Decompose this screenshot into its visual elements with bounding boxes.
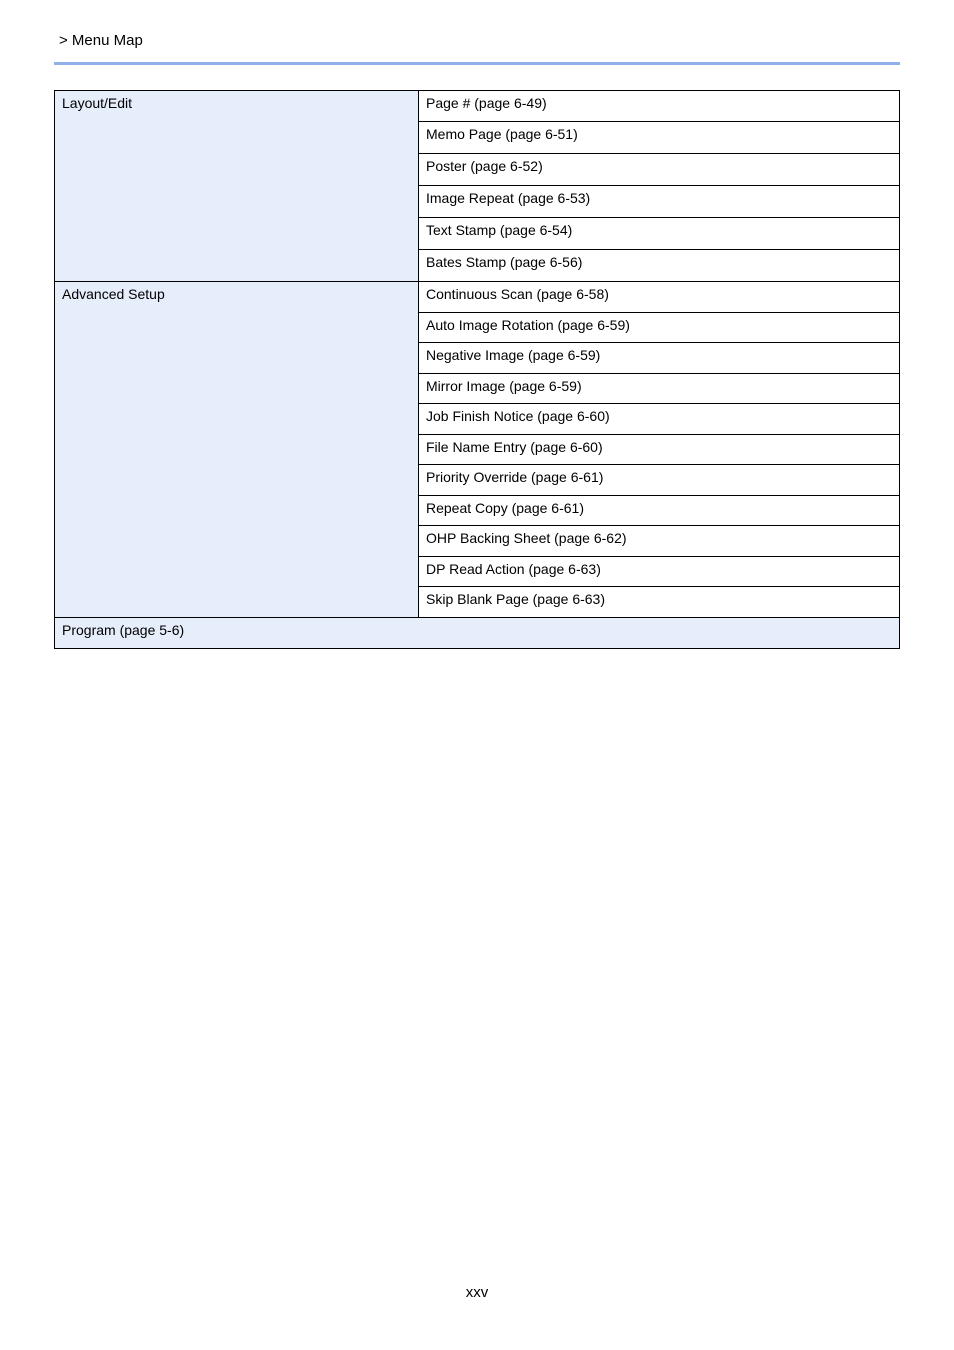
menu-item: Priority Override (page 6-61): [419, 465, 900, 496]
header-divider: [54, 62, 900, 65]
menu-item: Memo Page (page 6-51): [419, 122, 900, 154]
menu-item: DP Read Action (page 6-63): [419, 557, 900, 587]
category-advanced-setup: Advanced Setup: [55, 282, 419, 618]
menu-item: Continuous Scan (page 6-58): [419, 282, 900, 313]
menu-item: Page # (page 6-49): [419, 91, 900, 122]
program-row: Program (page 5-6): [55, 618, 900, 649]
table-row: [55, 282, 900, 313]
table-row: [55, 91, 900, 122]
breadcrumb: > Menu Map: [59, 32, 143, 49]
menu-item: OHP Backing Sheet (page 6-62): [419, 526, 900, 557]
menu-item: File Name Entry (page 6-60): [419, 435, 900, 465]
menu-item: Mirror Image (page 6-59): [419, 374, 900, 404]
table-row: [55, 618, 900, 649]
category-layout-edit: Layout/Edit: [55, 91, 419, 282]
menu-item: Negative Image (page 6-59): [419, 343, 900, 374]
menu-item: Image Repeat (page 6-53): [419, 186, 900, 218]
menu-item: Poster (page 6-52): [419, 154, 900, 186]
menu-item: Bates Stamp (page 6-56): [419, 250, 900, 282]
menu-item: Repeat Copy (page 6-61): [419, 496, 900, 526]
menu-map-table: [54, 90, 900, 649]
page-number: xxv: [465, 1284, 489, 1301]
menu-item: Auto Image Rotation (page 6-59): [419, 313, 900, 343]
menu-item: Text Stamp (page 6-54): [419, 218, 900, 250]
menu-item: Job Finish Notice (page 6-60): [419, 404, 900, 435]
menu-item: Skip Blank Page (page 6-63): [419, 587, 900, 618]
